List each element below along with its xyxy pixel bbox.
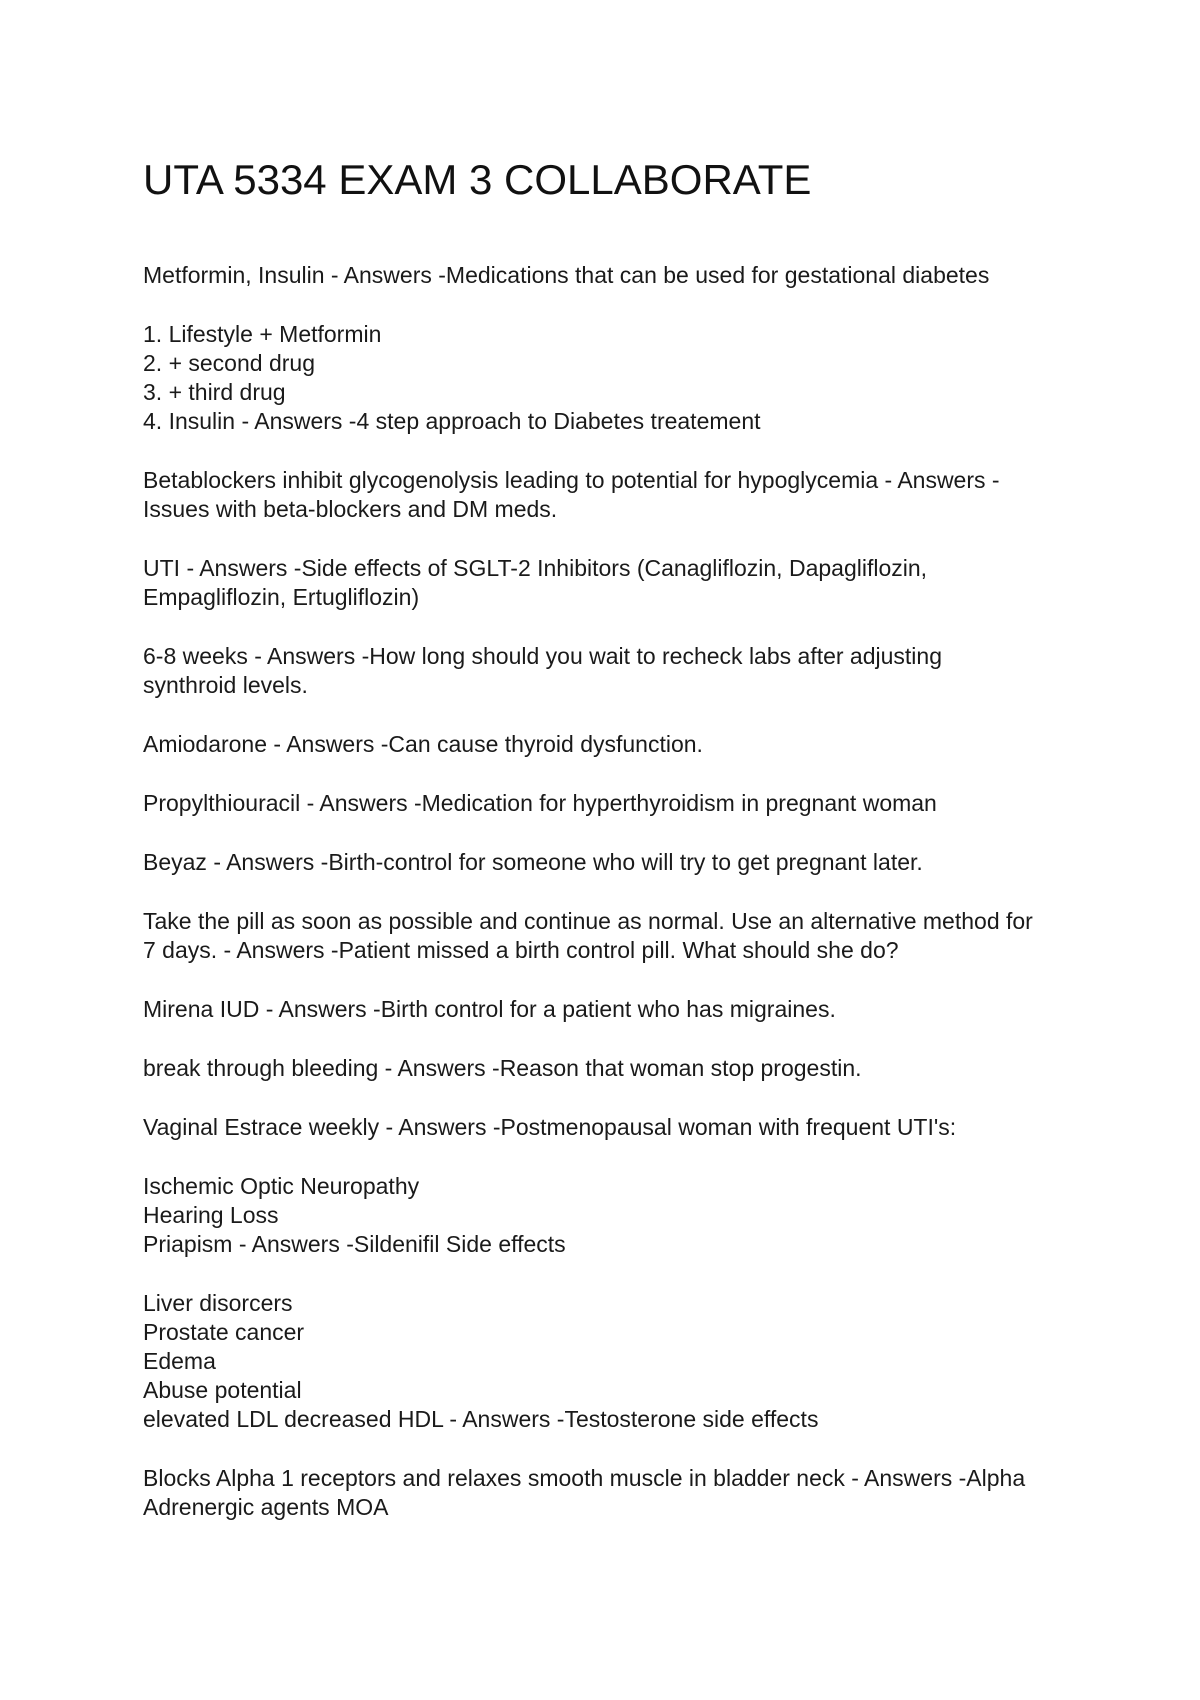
qa-entry: 6-8 weeks - Answers -How long should you wait to recheck labs after adjusting synthroid levels. <box>143 643 943 699</box>
qa-entry: Vaginal Estrace weekly - Answers -Postmenopausal woman with frequent UTI's: <box>143 1114 957 1141</box>
qa-entry: break through bleeding - Answers -Reason that woman stop progestin. <box>143 1055 862 1082</box>
qa-entry: Ischemic Optic Neuropathy Hearing Loss Priapism - Answers -Sildenifil Side effects <box>143 1173 566 1258</box>
qa-entry: UTI - Answers -Side effects of SGLT-2 Inhibitors (Canagliflozin, Dapagliflozin, Empagliflozin, Ertugliflozin) <box>143 555 928 611</box>
qa-entry: Liver disorcers Prostate cancer Edema Abuse potential elevated LDL decreased HDL - Answers -Testosterone side effects <box>143 1290 819 1433</box>
document-title: UTA 5334 EXAM 3 COLLABORATE <box>143 156 812 203</box>
qa-entry: 1. Lifestyle + Metformin 2. + second drug 3. + third drug 4. Insulin - Answers -4 step approach to Diabetes treatement <box>143 321 761 435</box>
qa-entry: Blocks Alpha 1 receptors and relaxes smooth muscle in bladder neck - Answers -Alpha Adrenergic agents MOA <box>143 1465 1026 1521</box>
qa-entry: Beyaz - Answers -Birth-control for someone who will try to get pregnant later. <box>143 849 923 876</box>
qa-entries <box>143 261 1080 1522</box>
qa-entry: Mirena IUD - Answers -Birth control for a patient who has migraines. <box>143 996 836 1023</box>
qa-entry: Take the pill as soon as possible and continue as normal. Use an alternative method for 7 days. - Answers -Patient missed a birth control pill. What should she do? <box>143 908 1033 964</box>
qa-entry: Metformin, Insulin - Answers -Medications that can be used for gestational diabetes <box>143 262 990 289</box>
qa-entry: Amiodarone - Answers -Can cause thyroid dysfunction. <box>143 731 703 758</box>
qa-entry: Betablockers inhibit glycogenolysis leading to potential for hypoglycemia - Answers - Issues with beta-blockers and DM meds. <box>143 467 1000 523</box>
qa-entry: Propylthiouracil - Answers -Medication for hyperthyroidism in pregnant woman <box>143 790 937 817</box>
